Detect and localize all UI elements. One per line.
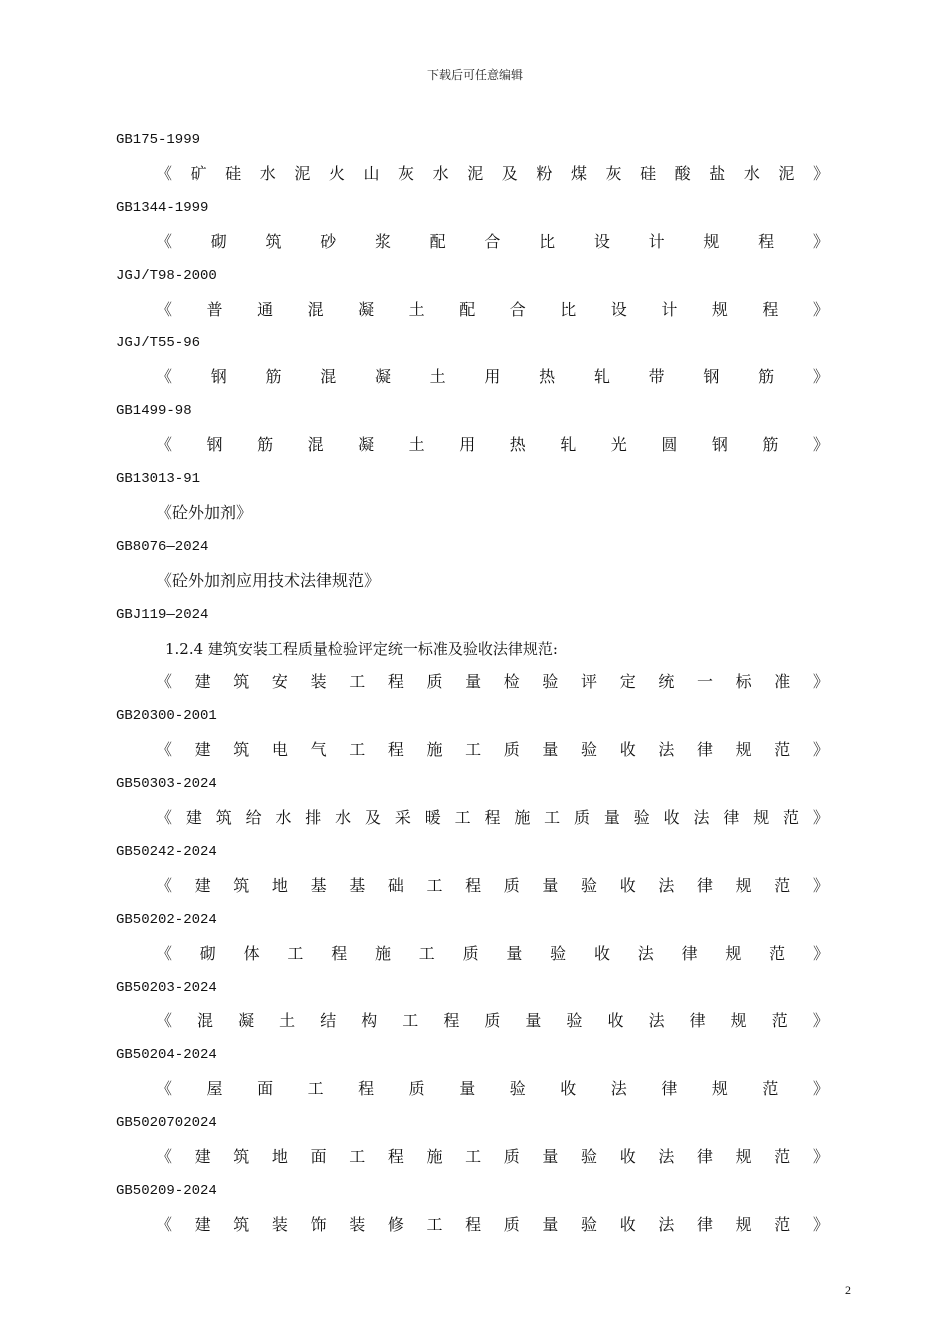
standard-code: GB50203-2024 [116,979,217,996]
standard-code: GB1499-98 [116,403,192,420]
standard-code: GB5020702024 [116,1115,217,1132]
standard-title: 《 钢 筋 混 凝 土 用 热 轧 带 钢 筋 》 [156,367,829,387]
standard-code: GB13013-91 [116,471,201,487]
page-number: 2 [845,1283,851,1297]
standard-title: 《 砌 筑 砂 浆 配 合 比 设 计 规 程 》 [156,231,829,251]
standard-code: JGJ/T98-2000 [116,267,217,284]
standard-code: GB1344-1999 [116,199,209,216]
standard-code: GB50242-2024 [116,843,217,860]
standard-title: 《 建 筑 地 面 工 程 施 工 质 量 验 收 法 律 规 范 》 [156,1147,829,1166]
standard-title: 《砼外加剂》 [156,502,253,522]
standard-code: GB20300-2001 [116,708,217,725]
standard-title: 《砼外加剂应用技术法律规范》 [156,570,381,590]
section-heading: 1.2.4 建筑安装工程质量检验评定统一标准及验收法律规范: [165,639,558,658]
standard-code: GB175-1999 [116,132,201,148]
standard-title: 《 建 筑 电 气 工 程 施 工 质 量 验 收 法 律 规 范 》 [156,740,829,760]
standard-title: 《 砌 体 工 程 施 工 质 量 验 收 法 律 规 范 》 [156,943,829,963]
standard-code: GB50303-2024 [116,776,217,793]
standard-title: 《 钢 筋 混 凝 土 用 热 轧 光 圆 钢 筋 》 [156,435,829,455]
standard-title: 《 建 筑 给 水 排 水 及 采 暖 工 程 施 工 质 量 验 收 法 律 规 范 》 [156,808,829,827]
standard-code: GBJ119—2024 [116,606,209,623]
page-header: 下载后可任意编辑 [426,68,523,82]
standard-code: GB50209-2024 [116,1182,217,1199]
standard-code: GB50202-2024 [116,911,217,928]
standard-title: 《 矿 硅 水 泥 火 山 灰 水 泥 及 粉 煤 灰 硅 酸 盐 水 泥 》 [156,163,829,183]
standard-title: 《 建 筑 装 饰 装 修 工 程 质 量 验 收 法 律 规 范 》 [156,1214,829,1234]
standard-title: 《 建 筑 安 装 工 程 质 量 检 验 评 定 统 一 标 准 》 [156,672,829,692]
standard-title: 《 普 通 混 凝 土 配 合 比 设 计 规 程 》 [156,299,829,319]
standard-title: 《 建 筑 地 基 基 础 工 程 质 量 验 收 法 律 规 范 》 [156,875,829,895]
standard-code: GB50204-2024 [116,1047,217,1064]
standard-title: 《 混 凝 土 结 构 工 程 质 量 验 收 法 律 规 范 》 [156,1011,829,1031]
standard-code: GB8076—2024 [116,538,209,555]
standard-title: 《 屋 面 工 程 质 量 验 收 法 律 规 范 》 [156,1079,829,1099]
standard-code: JGJ/T55-96 [116,335,201,352]
